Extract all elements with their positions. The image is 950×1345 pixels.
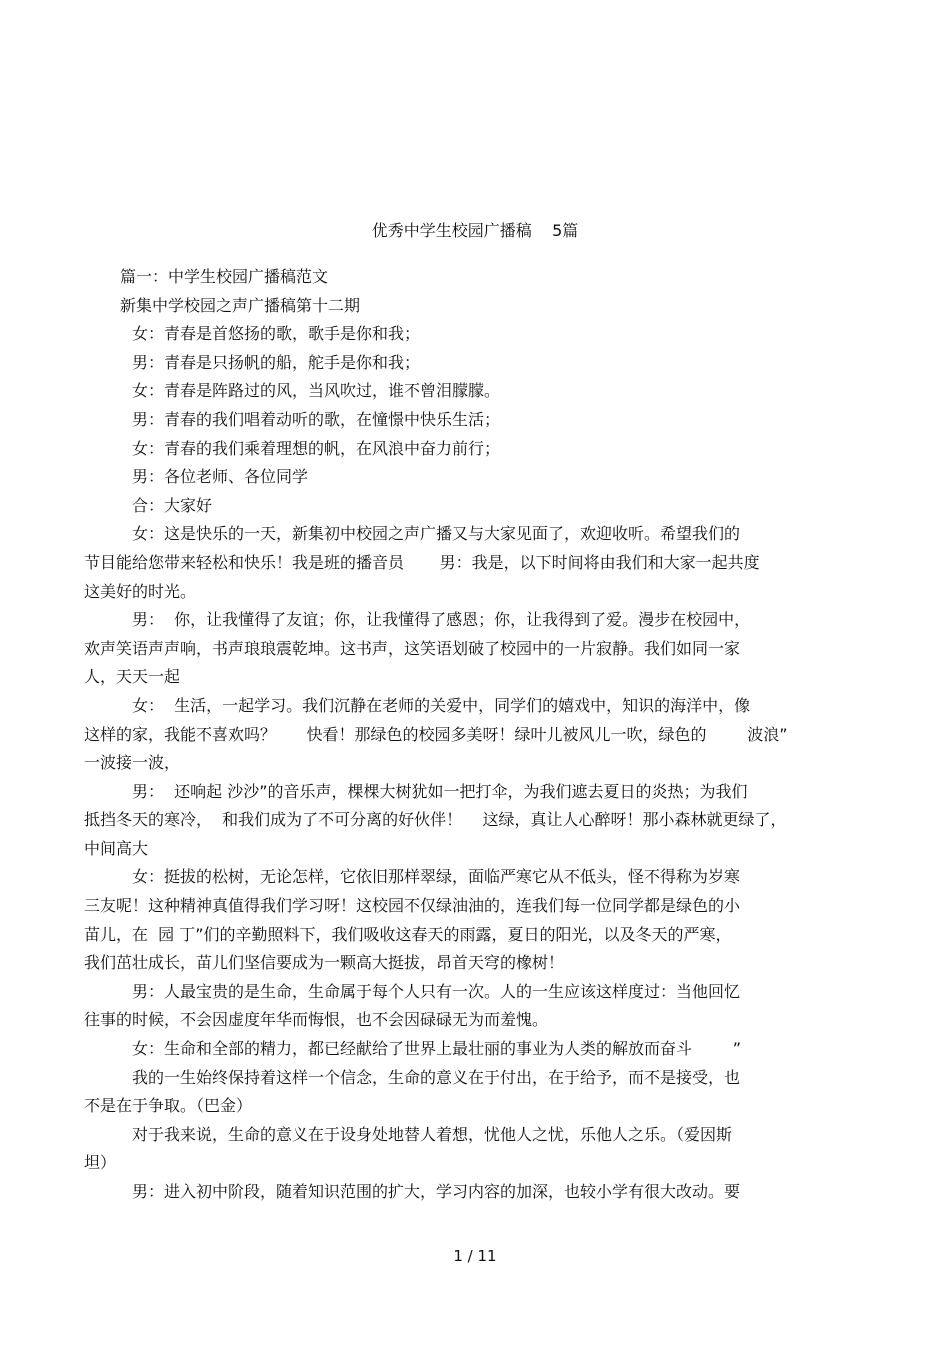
text-line: 女：青春是阵路过的风，当风吹过，谁不曾泪朦朦。: [132, 381, 501, 401]
text-line: 女：挺拔的松树，无论怎样，它依旧那样翠绿，面临严寒它从不低头，怪不得称为岁寒: [132, 867, 741, 887]
text-line: 男：青春是只扬帆的船，舵手是你和我；: [132, 352, 421, 372]
text-line: 男： 还响起 沙沙”的音乐声，棵棵大树犹如一把打伞，为我们遮去夏日的炎热；为我们: [132, 781, 748, 801]
text-line: 我们茁壮成长，苗儿们坚信要成为一颗高大挺拔，昂首天穹的橡树！: [84, 953, 565, 973]
text-line: 男：进入初中阶段，随着知识范围的扩大，学习内容的加深，也较小学有很大改动。要: [132, 1182, 741, 1201]
text-line: 三友呢！这种精神真值得我们学习呀！这校园不仅绿油油的，连我们每一位同学都是绿色的小: [84, 896, 741, 916]
page-number: 1 / 11: [453, 1247, 497, 1265]
text-line: 女：青春的我们乘着理想的帆，在风浪中奋力前行；: [132, 438, 501, 458]
text-line: 合：大家好: [132, 495, 213, 515]
text-line: 一波接一波，: [84, 753, 181, 773]
document-title: 优秀中学生校园广播稿 5篇: [371, 221, 579, 240]
text-line: 不是在于争取。（巴金）: [84, 1096, 253, 1116]
text-line: 坦）: [84, 1153, 117, 1173]
text-line: 我的一生始终保持着这样一个信念，生命的意义在于付出，在于给予，而不是接受，也: [132, 1067, 741, 1087]
subheading: 新集中学校园之声广播稿第十二期: [120, 295, 361, 315]
text-line: 女：青春是首悠扬的歌，歌手是你和我；: [132, 324, 421, 344]
text-line: 往事的时候，不会因虚度年华而悔恨，也不会因碌碌无为而羞愧。: [84, 1010, 549, 1030]
text-line: 男： 你，让我懂得了友谊；你，让我懂得了感恩；你，让我得到了爱。漫步在校园中，: [132, 610, 751, 630]
text-line: 这美好的时光。: [84, 581, 197, 601]
text-line: 女：这是快乐的一天，新集初中校园之声广播又与大家见面了，欢迎收听。希望我们的: [132, 524, 741, 544]
section-heading: 篇一：中学生校园广播稿范文: [120, 267, 329, 286]
text-line: 男：青春的我们唱着动听的歌，在憧憬中快乐生活；: [132, 409, 501, 429]
text-line: 女： 生活，一起学习。我们沉静在老师的关爱中，同学们的嬉戏中，知识的海洋中，像: [132, 695, 751, 715]
text-line: 女：生命和全部的精力，都已经献给了世界上最壮丽的事业为人类的解放而奋斗 ”: [132, 1039, 741, 1059]
text-line: 男：人最宝贵的是生命，生命属于每个人只有一次。人的一生应该这样度过：当他回忆: [132, 981, 741, 1001]
text-line: 苗儿，在 园 丁”们的辛勤照料下，我们吸收这春天的雨露，夏日的阳光，以及冬天的严寒，: [84, 924, 732, 944]
text-line: 这样的家，我能不喜欢吗？ 快看！那绿色的校园多美呀！绿叶儿被风儿一吹，绿色的 波浪”: [84, 724, 788, 744]
text-line: 欢声笑语声声响，书声琅琅震乾坤。这书声，这笑语划破了校园中的一片寂静。我们如同一家: [84, 638, 741, 658]
text-line: 对于我来说，生命的意义在于设身处地替人着想，忧他人之忧，乐他人之乐。（爱因斯: [132, 1124, 733, 1144]
text-line: 抵挡冬天的寒冷， 和我们成为了不可分离的好伙伴！ 这绿，真让人心醉呀！那小森林就更绿了，: [84, 810, 787, 830]
text-line: 中间高大: [84, 838, 149, 858]
text-line: 节目能给您带来轻松和快乐！我是班的播音员 男：我是，以下时间将由我们和大家一起共度: [84, 552, 760, 572]
document-body: [84, 263, 844, 1207]
text-line: 男：各位老师、各位同学: [132, 467, 309, 487]
text-line: 人，天天一起: [84, 667, 181, 687]
